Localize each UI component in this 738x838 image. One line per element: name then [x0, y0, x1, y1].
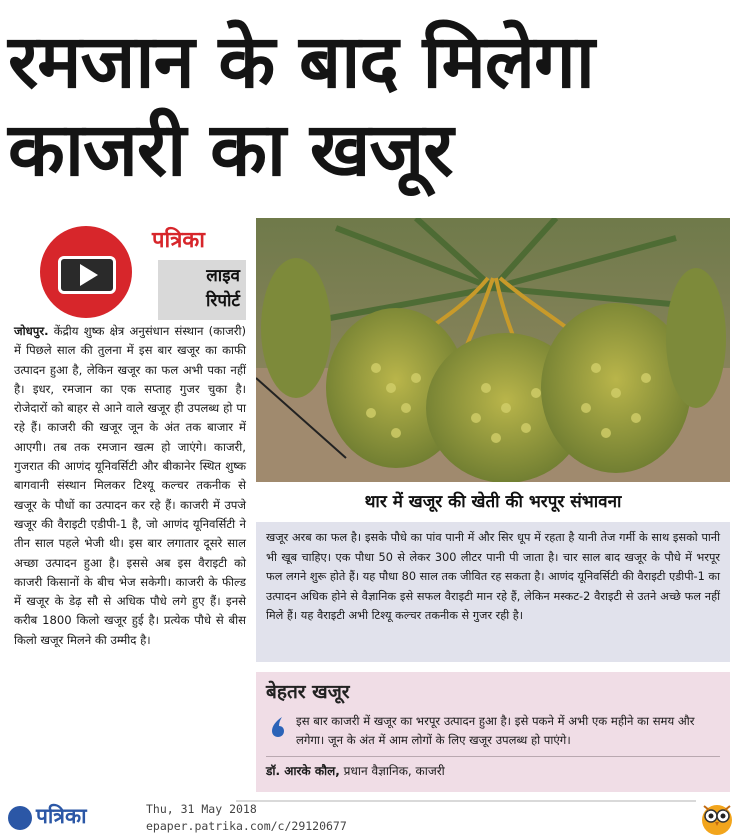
info-box — [256, 522, 730, 662]
live-label-line-2: रिपोर्ट — [206, 291, 240, 311]
badge-brand: पत्रिका — [152, 228, 205, 253]
headline-line-1: रमजान के बाद मिलेगा — [8, 19, 594, 105]
quote-row — [266, 712, 720, 750]
expert-quote-box — [256, 672, 730, 792]
quote-box-title: बेहतर खजूर — [266, 681, 350, 703]
quote-author-role: प्रधान वैज्ञानिक, काजरी — [339, 764, 445, 778]
footer-logo-text[interactable]: पत्रिका — [36, 804, 87, 828]
patrika-logo-icon[interactable] — [8, 806, 32, 830]
play-triangle-icon — [80, 264, 98, 286]
headline-line-2: काजरी का खजूर — [8, 107, 453, 193]
photo-caption: थार में खजूर की खेती की भरपूर संभावना — [364, 492, 622, 512]
owl-mascot-icon — [700, 798, 734, 836]
footer-date: Thu, 31 May 2018 — [146, 802, 257, 816]
page-footer — [0, 798, 738, 838]
quote-divider — [266, 756, 720, 757]
footer-url[interactable]: epaper.patrika.com/c/29120677 — [146, 819, 347, 833]
quote-mark-icon — [270, 716, 288, 738]
article-dateline: जोधपुर. — [14, 324, 49, 338]
quote-author — [266, 763, 720, 779]
footer-rule — [236, 800, 696, 802]
headline — [8, 18, 728, 194]
article-text: केंद्रीय शुष्क क्षेत्र अनुसंधान संस्थान (काजरी) में पिछले साल की तुलना में इस बार खजूर का काफी उत्पादन हुआ है, लेकिन खजूर का फल अभी पका नहीं है। इधर, रमजान का एक सप्ताह गुजर चुका है। रोजेदारों को बाहर से आने वाले खजूर ही उपलब्ध हो पा रहे हैं। काजरी की खजूर जून के अंत तक बाजार में आएगी। तब तक रमजान खत्म हो जाएंगे। काजरी, गुजरात की आणंद यूनिवर्सिटी और बीकानेर स्थित शुष्क बागवानी संस्थान मिलकर टिश्यू कल्चर तकनीक से खजूर के पौधों का उत्पादन कर रहे हैं। काजरी में उपजे खजूर की वैराइटी एडीपी-1 है, जो आणंद यूनिवर्सिटी ने तीन साल पहले भेजी थी। इस बार लगातार दूसरे साल अच्छा उत्पादन हुआ है। इससे अब इस वैराइटी को काजरी किसानों के बीच भेज सकेगी। काजरी के फील्ड में खजूर के डेढ़ सौ से अधिक पौधे लगे हुए हैं। इनसे करीब 1800 किलो खजूर हुई है। प्रत्येक पौधे से बीस किलो खजूर मिलने की उम्मीद है। — [14, 324, 246, 647]
quote-author-name: डॉ. आरके कौल, — [266, 764, 340, 778]
date-palm-photo — [256, 218, 730, 482]
info-box-text: खजूर अरब का फल है। इसके पौधे का पांव पानी में और सिर धूप में रहता है यानी तेज गर्मी के साथ इसको पानी भी खूब चाहिए। एक पौधा 50 से लेकर 300 लीटर पानी पी जाता है। चार साल बाद खजूर के पौधे में भरपूर फल लगने शुरू होते हैं। यह पौधा 80 साल तक जीवित रह सकता है। आणंद यूनिवर्सिटी की वैराइटी एडीपी-1 का उत्पादन अधिक होने से वैज्ञानिक इसे सफल वैराइटी मान रहे हैं, लेकिन मस्कट-2 वैराइटी से उतने अच्छे फल नहीं मिले हैं। यह वैराइटी अभी टिश्यू कल्चर तकनीक से गुजर रही है। — [266, 531, 720, 622]
live-label-line-1: लाइव — [206, 266, 240, 286]
video-play-icon[interactable] — [40, 226, 132, 318]
quote-text: इस बार काजरी में खजूर का भरपूर उत्पादन हुआ है। इसे पकने में अभी एक महीने का समय और लगेगा। जून के अंत में आम लोगों के लिए खजूर उपलब्ध हो पाएंगे। — [296, 714, 695, 747]
live-report-badge[interactable] — [40, 218, 240, 318]
date-palm-illustration — [256, 218, 730, 482]
live-report-label — [158, 260, 246, 320]
article-body — [14, 322, 246, 650]
